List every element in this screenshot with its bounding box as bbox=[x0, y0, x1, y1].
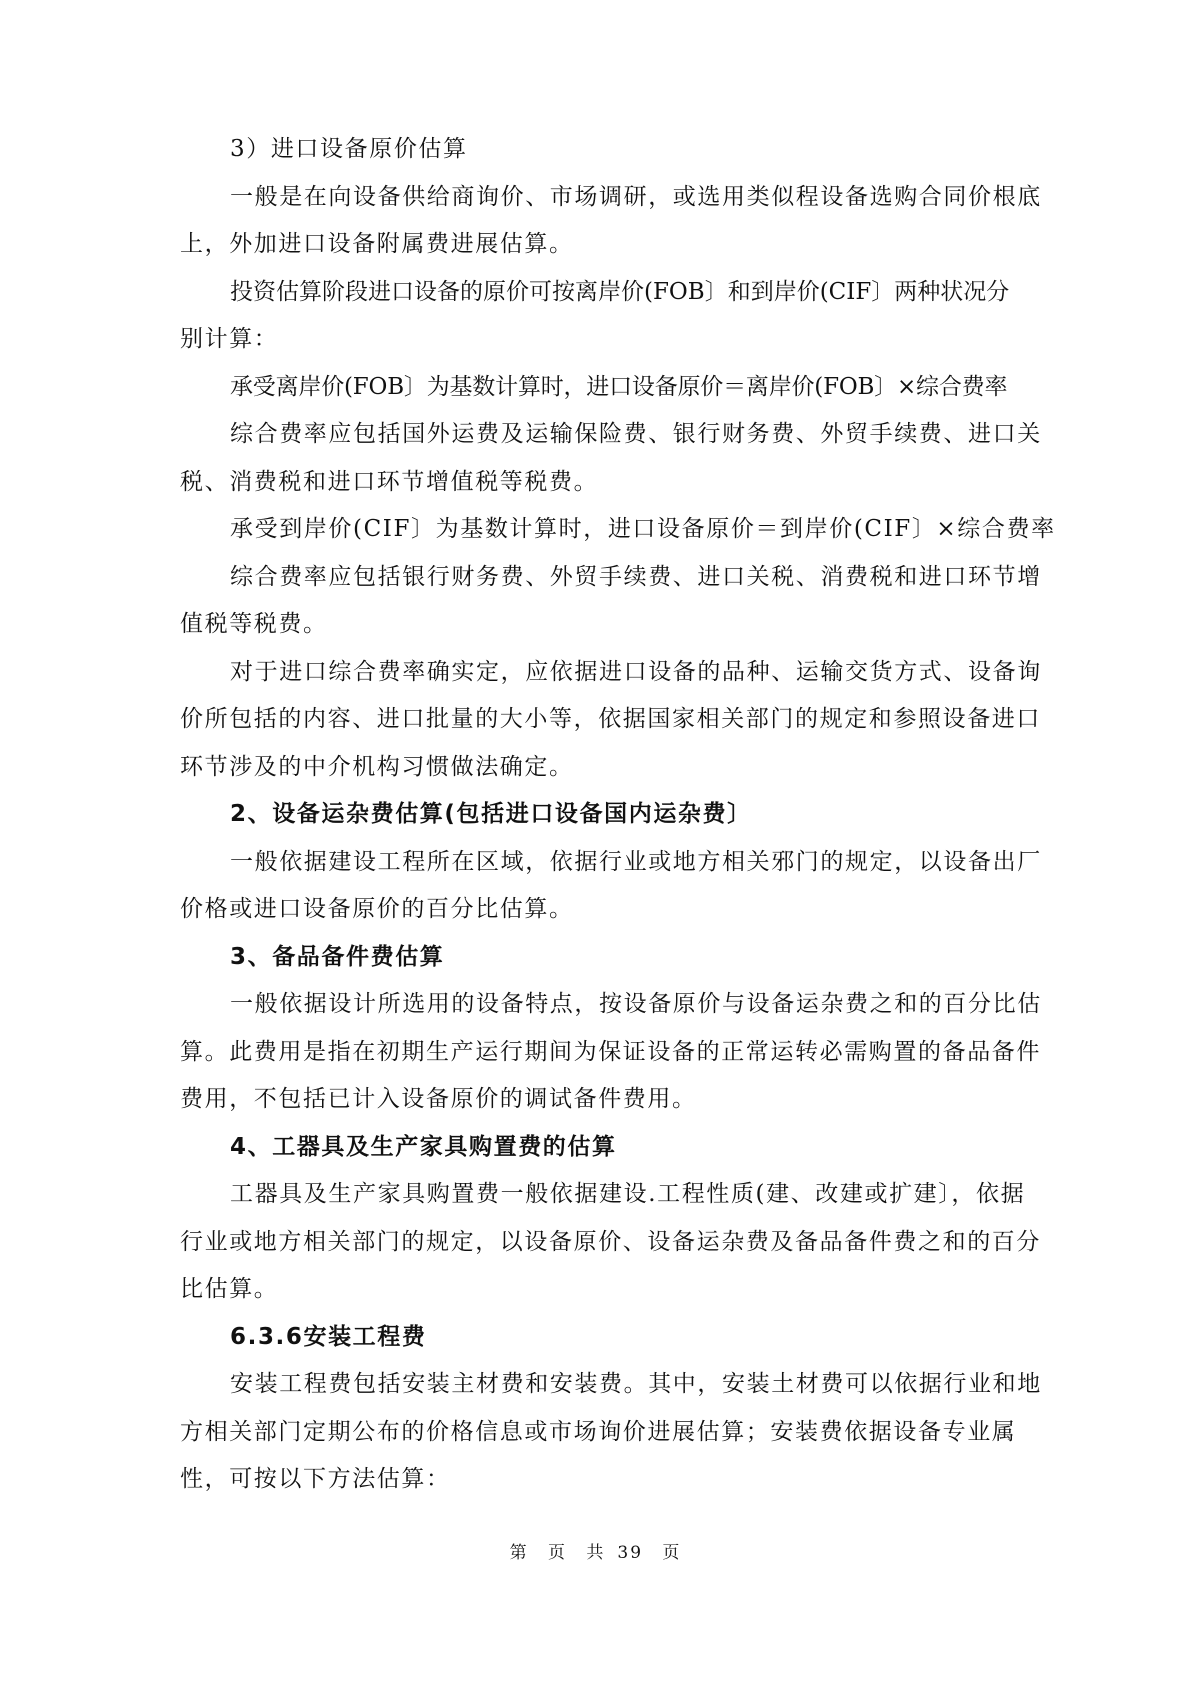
text-line: 比估算。 bbox=[180, 1276, 279, 1302]
footer-middle: 页 bbox=[547, 1543, 567, 1563]
text-line: 性，可按以下方法估算： bbox=[180, 1466, 451, 1492]
text-line: 3）进口设备原价估算 bbox=[230, 136, 468, 162]
footer-total-label: 共 bbox=[586, 1543, 606, 1563]
text-line: 综合费率应包括国外运费及运输保险费、银行财务费、外贸手续费、进口关 bbox=[230, 421, 1042, 447]
text-line: 综合费率应包括银行财务费、外贸手续费、进口关税、消费税和进口环节增 bbox=[230, 563, 1042, 590]
text-line: 对于进口综合费率确实定，应依据进口设备的品种、运输交货方式、设备询 bbox=[230, 658, 1042, 685]
text-line: 一般依据建设工程所在区域，依据行业或地方相关邪门的规定，以设备出厂 bbox=[230, 848, 1042, 875]
text-line: 投资估算阶段进口设备的原价可按离岸价(FOB〕和到岸价(CIF〕两种状况分 bbox=[230, 278, 1010, 305]
text-line: 算。此费用是指在初期生产运行期间为保证设备的正常运转必需购置的备品备件 bbox=[180, 1038, 1041, 1065]
text-line: 费用，不包括已计入设备原价的调试备件费用。 bbox=[180, 1086, 697, 1112]
section-heading: 6.3.6安装工程费 bbox=[230, 1323, 427, 1350]
text-line: 安装工程费包括安装主材费和安装费。其中，安装土材费可以依据行业和地 bbox=[230, 1371, 1042, 1397]
page-footer bbox=[0, 1538, 1191, 1563]
footer-total: 39 bbox=[617, 1543, 644, 1563]
text-line: 别计算： bbox=[180, 326, 279, 352]
section-heading: 2、设备运杂费估算(包括进口设备国内运杂费〕 bbox=[230, 801, 752, 827]
text-line: 承受到岸价(CIF〕为基数计算时，进口设备原价＝到岸价(CIF〕×综合费率 bbox=[230, 516, 1056, 542]
text-line: 上，外加进口设备附属费进展估算。 bbox=[180, 231, 574, 257]
section-heading: 4、工器具及生产家具购置费的估算 bbox=[230, 1133, 617, 1160]
section-heading: 3、备品备件费估算 bbox=[230, 943, 445, 970]
text-line: 环节涉及的中介机构习惯做法确定。 bbox=[180, 753, 574, 780]
text-line: 价所包括的内容、进口批量的大小等，依据国家相关部门的规定和参照设备进口 bbox=[180, 706, 1041, 732]
text-line: 工器具及生产家具购置费一般依据建设.工程性质(建、改建或扩建〕，依据 bbox=[230, 1181, 1026, 1207]
footer-prefix: 第 bbox=[509, 1543, 529, 1563]
text-line: 一般依据设计所选用的设备特点，按设备原价与设备运杂费之和的百分比估 bbox=[230, 991, 1042, 1017]
text-line: 值税等税费。 bbox=[180, 611, 328, 637]
text-line: 行业或地方相关部门的规定，以设备原价、设备运杂费及备品备件费之和的百分 bbox=[180, 1228, 1041, 1255]
footer-suffix: 页 bbox=[662, 1543, 682, 1563]
text-line: 承受离岸价(FOB〕为基数计算时，进口设备原价＝离岸价(FOB〕×综合费率 bbox=[230, 373, 1008, 400]
document-body bbox=[180, 126, 1056, 1504]
text-line: 税、消费税和进口环节增值税等税费。 bbox=[180, 468, 599, 495]
text-line: 方相关部门定期公布的价格信息或市场询价进展估算；安装费依据设备专业属 bbox=[180, 1418, 1017, 1445]
text-line: 一般是在向设备供给商询价、市场调研，或选用类似程设备选购合同价根底 bbox=[230, 183, 1042, 210]
text-line: 价格或进口设备原价的百分比估算。 bbox=[180, 896, 574, 922]
